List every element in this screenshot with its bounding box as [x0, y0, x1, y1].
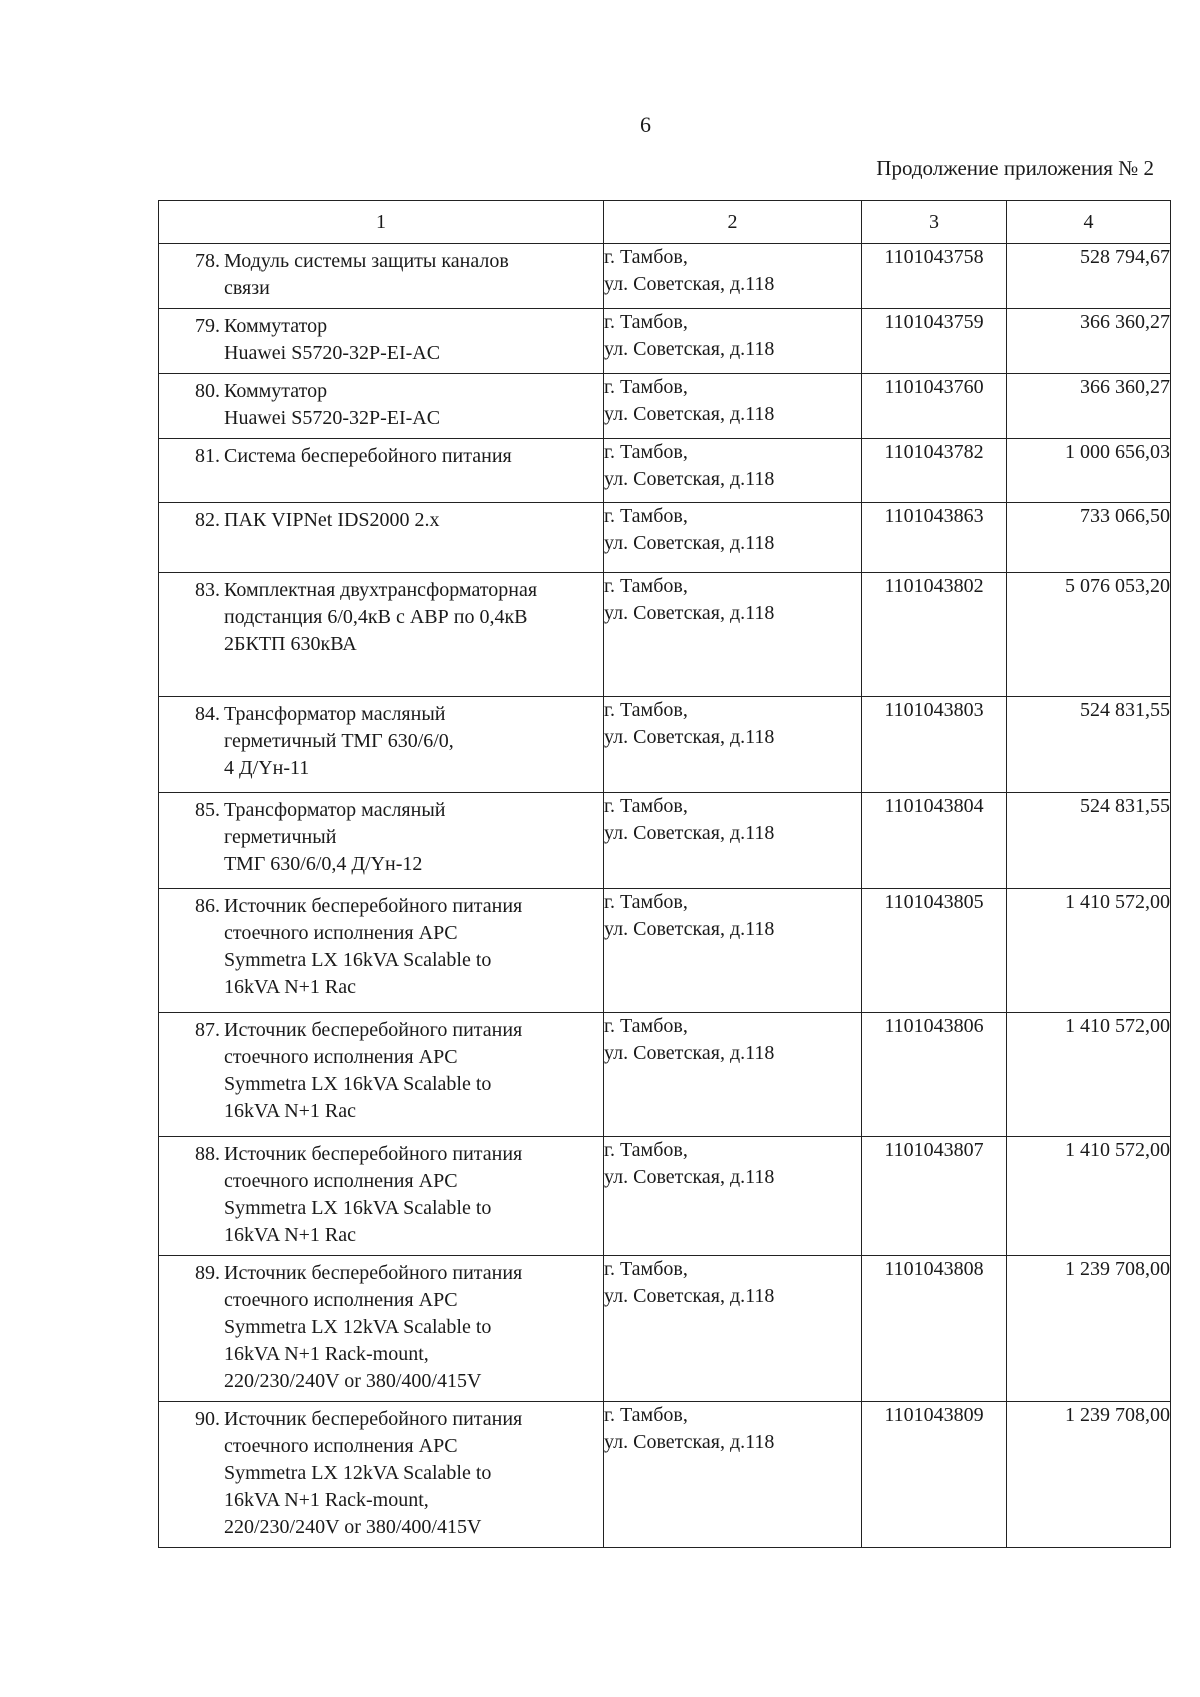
- item-name: Трансформатор масляный герметичный ТМГ 630/6/0,4 Д/Yн-12: [224, 799, 446, 875]
- item-value: 1 410 572,00: [1007, 1013, 1171, 1137]
- item-number: 81.: [195, 445, 220, 467]
- item-name: Источник бесперебойного питания стоечного исполнения APC Symmetra LX 16kVA Scalable to 16kVA N+1 Rac: [224, 1019, 523, 1122]
- table-row: [159, 793, 1171, 889]
- item-number: 89.: [195, 1262, 220, 1284]
- item-number: 88.: [195, 1143, 220, 1165]
- column-header-4: 4: [1007, 201, 1171, 244]
- item-name-cell: [159, 697, 604, 793]
- item-name-cell: [159, 889, 604, 1013]
- item-name-cell: [159, 1137, 604, 1256]
- item-number: 85.: [195, 799, 220, 821]
- column-header-2: 2: [604, 201, 862, 244]
- item-name-cell: [159, 573, 604, 697]
- item-name: Комплектная двухтрансформаторная подстанция 6/0,4кВ с АВР по 0,4кВ 2БКТП 630кВА: [224, 579, 538, 655]
- item-value: 528 794,67: [1007, 244, 1171, 309]
- item-value: 1 000 656,03: [1007, 439, 1171, 503]
- item-address: г. Тамбов, ул. Советская, д.118: [604, 503, 862, 573]
- item-name-cell: [159, 503, 604, 573]
- item-name: Модуль системы защиты каналов связи: [224, 250, 509, 299]
- table-row: [159, 1137, 1171, 1256]
- item-inventory-number: 1101043759: [862, 309, 1007, 374]
- item-name: Коммутатор Huawei S5720-32P-EI-AC: [224, 315, 441, 364]
- item-inventory-number: 1101043806: [862, 1013, 1007, 1137]
- item-inventory-number: 1101043760: [862, 374, 1007, 439]
- item-name-cell: [159, 1256, 604, 1402]
- item-value: 524 831,55: [1007, 793, 1171, 889]
- item-number: 80.: [195, 380, 220, 402]
- item-value: 366 360,27: [1007, 374, 1171, 439]
- item-number: 83.: [195, 579, 220, 601]
- table-row: [159, 439, 1171, 503]
- item-name-cell: [159, 244, 604, 309]
- item-address: г. Тамбов, ул. Советская, д.118: [604, 1013, 862, 1137]
- item-number: 78.: [195, 250, 220, 272]
- item-value: 366 360,27: [1007, 309, 1171, 374]
- item-value: 524 831,55: [1007, 697, 1171, 793]
- item-inventory-number: 1101043807: [862, 1137, 1007, 1256]
- item-name: Система бесперебойного питания: [224, 445, 512, 467]
- item-address: г. Тамбов, ул. Советская, д.118: [604, 374, 862, 439]
- table-row: [159, 573, 1171, 697]
- item-address: г. Тамбов, ул. Советская, д.118: [604, 244, 862, 309]
- item-address: г. Тамбов, ул. Советская, д.118: [604, 889, 862, 1013]
- table-row: [159, 1013, 1171, 1137]
- item-name-cell: [159, 1013, 604, 1137]
- item-value: 733 066,50: [1007, 503, 1171, 573]
- item-name-cell: [159, 309, 604, 374]
- item-name-cell: [159, 374, 604, 439]
- item-inventory-number: 1101043805: [862, 889, 1007, 1013]
- item-name-cell: [159, 439, 604, 503]
- table-row: [159, 244, 1171, 309]
- item-address: г. Тамбов, ул. Советская, д.118: [604, 793, 862, 889]
- item-number: 90.: [195, 1408, 220, 1430]
- table-row: [159, 1402, 1171, 1548]
- item-number: 84.: [195, 703, 220, 725]
- item-inventory-number: 1101043809: [862, 1402, 1007, 1548]
- item-name-cell: [159, 793, 604, 889]
- item-value: 1 239 708,00: [1007, 1402, 1171, 1548]
- page-number: 6: [640, 112, 651, 137]
- item-address: г. Тамбов, ул. Советская, д.118: [604, 439, 862, 503]
- column-header-3: 3: [862, 201, 1007, 244]
- item-address: г. Тамбов, ул. Советская, д.118: [604, 1137, 862, 1256]
- table-row: [159, 1256, 1171, 1402]
- item-name: Трансформатор масляный герметичный ТМГ 630/6/0, 4 Д/Yн-11: [224, 703, 454, 779]
- item-name: Источник бесперебойного питания стоечного исполнения APC Symmetra LX 16kVA Scalable to 16kVA N+1 Rac: [224, 895, 523, 998]
- item-value: 1 239 708,00: [1007, 1256, 1171, 1402]
- item-inventory-number: 1101043758: [862, 244, 1007, 309]
- item-number: 87.: [195, 1019, 220, 1041]
- item-number: 79.: [195, 315, 220, 337]
- item-address: г. Тамбов, ул. Советская, д.118: [604, 309, 862, 374]
- table-row: [159, 503, 1171, 573]
- item-inventory-number: 1101043782: [862, 439, 1007, 503]
- item-name-cell: [159, 1402, 604, 1548]
- table-row: [159, 889, 1171, 1013]
- item-inventory-number: 1101043804: [862, 793, 1007, 889]
- item-name: Источник бесперебойного питания стоечного исполнения APC Symmetra LX 12kVA Scalable to 16kVA N+1 Rack-mount, 220/230/240V or 380/400/415V: [224, 1262, 523, 1392]
- item-address: г. Тамбов, ул. Советская, д.118: [604, 1402, 862, 1548]
- item-name: Источник бесперебойного питания стоечного исполнения APC Symmetra LX 16kVA Scalable to 16kVA N+1 Rac: [224, 1143, 523, 1246]
- column-header-1: 1: [159, 201, 604, 244]
- item-name: Источник бесперебойного питания стоечного исполнения APC Symmetra LX 12kVA Scalable to 16kVA N+1 Rack-mount, 220/230/240V or 380/400/415V: [224, 1408, 523, 1538]
- item-value: 1 410 572,00: [1007, 1137, 1171, 1256]
- item-name: Коммутатор Huawei S5720-32P-EI-AC: [224, 380, 441, 429]
- item-address: г. Тамбов, ул. Советская, д.118: [604, 1256, 862, 1402]
- item-number: 82.: [195, 509, 220, 531]
- item-inventory-number: 1101043803: [862, 697, 1007, 793]
- item-name: ПАК VIPNet IDS2000 2.x: [224, 509, 440, 531]
- table-row: [159, 374, 1171, 439]
- item-value: 1 410 572,00: [1007, 889, 1171, 1013]
- table-row: [159, 697, 1171, 793]
- item-inventory-number: 1101043808: [862, 1256, 1007, 1402]
- item-address: г. Тамбов, ул. Советская, д.118: [604, 697, 862, 793]
- item-address: г. Тамбов, ул. Советская, д.118: [604, 573, 862, 697]
- table-row: [159, 309, 1171, 374]
- item-value: 5 076 053,20: [1007, 573, 1171, 697]
- item-number: 86.: [195, 895, 220, 917]
- continuation-heading: Продолжение приложения № 2: [876, 156, 1154, 180]
- header-row: [159, 201, 1171, 244]
- item-inventory-number: 1101043802: [862, 573, 1007, 697]
- asset-table: [158, 200, 1171, 1548]
- item-inventory-number: 1101043863: [862, 503, 1007, 573]
